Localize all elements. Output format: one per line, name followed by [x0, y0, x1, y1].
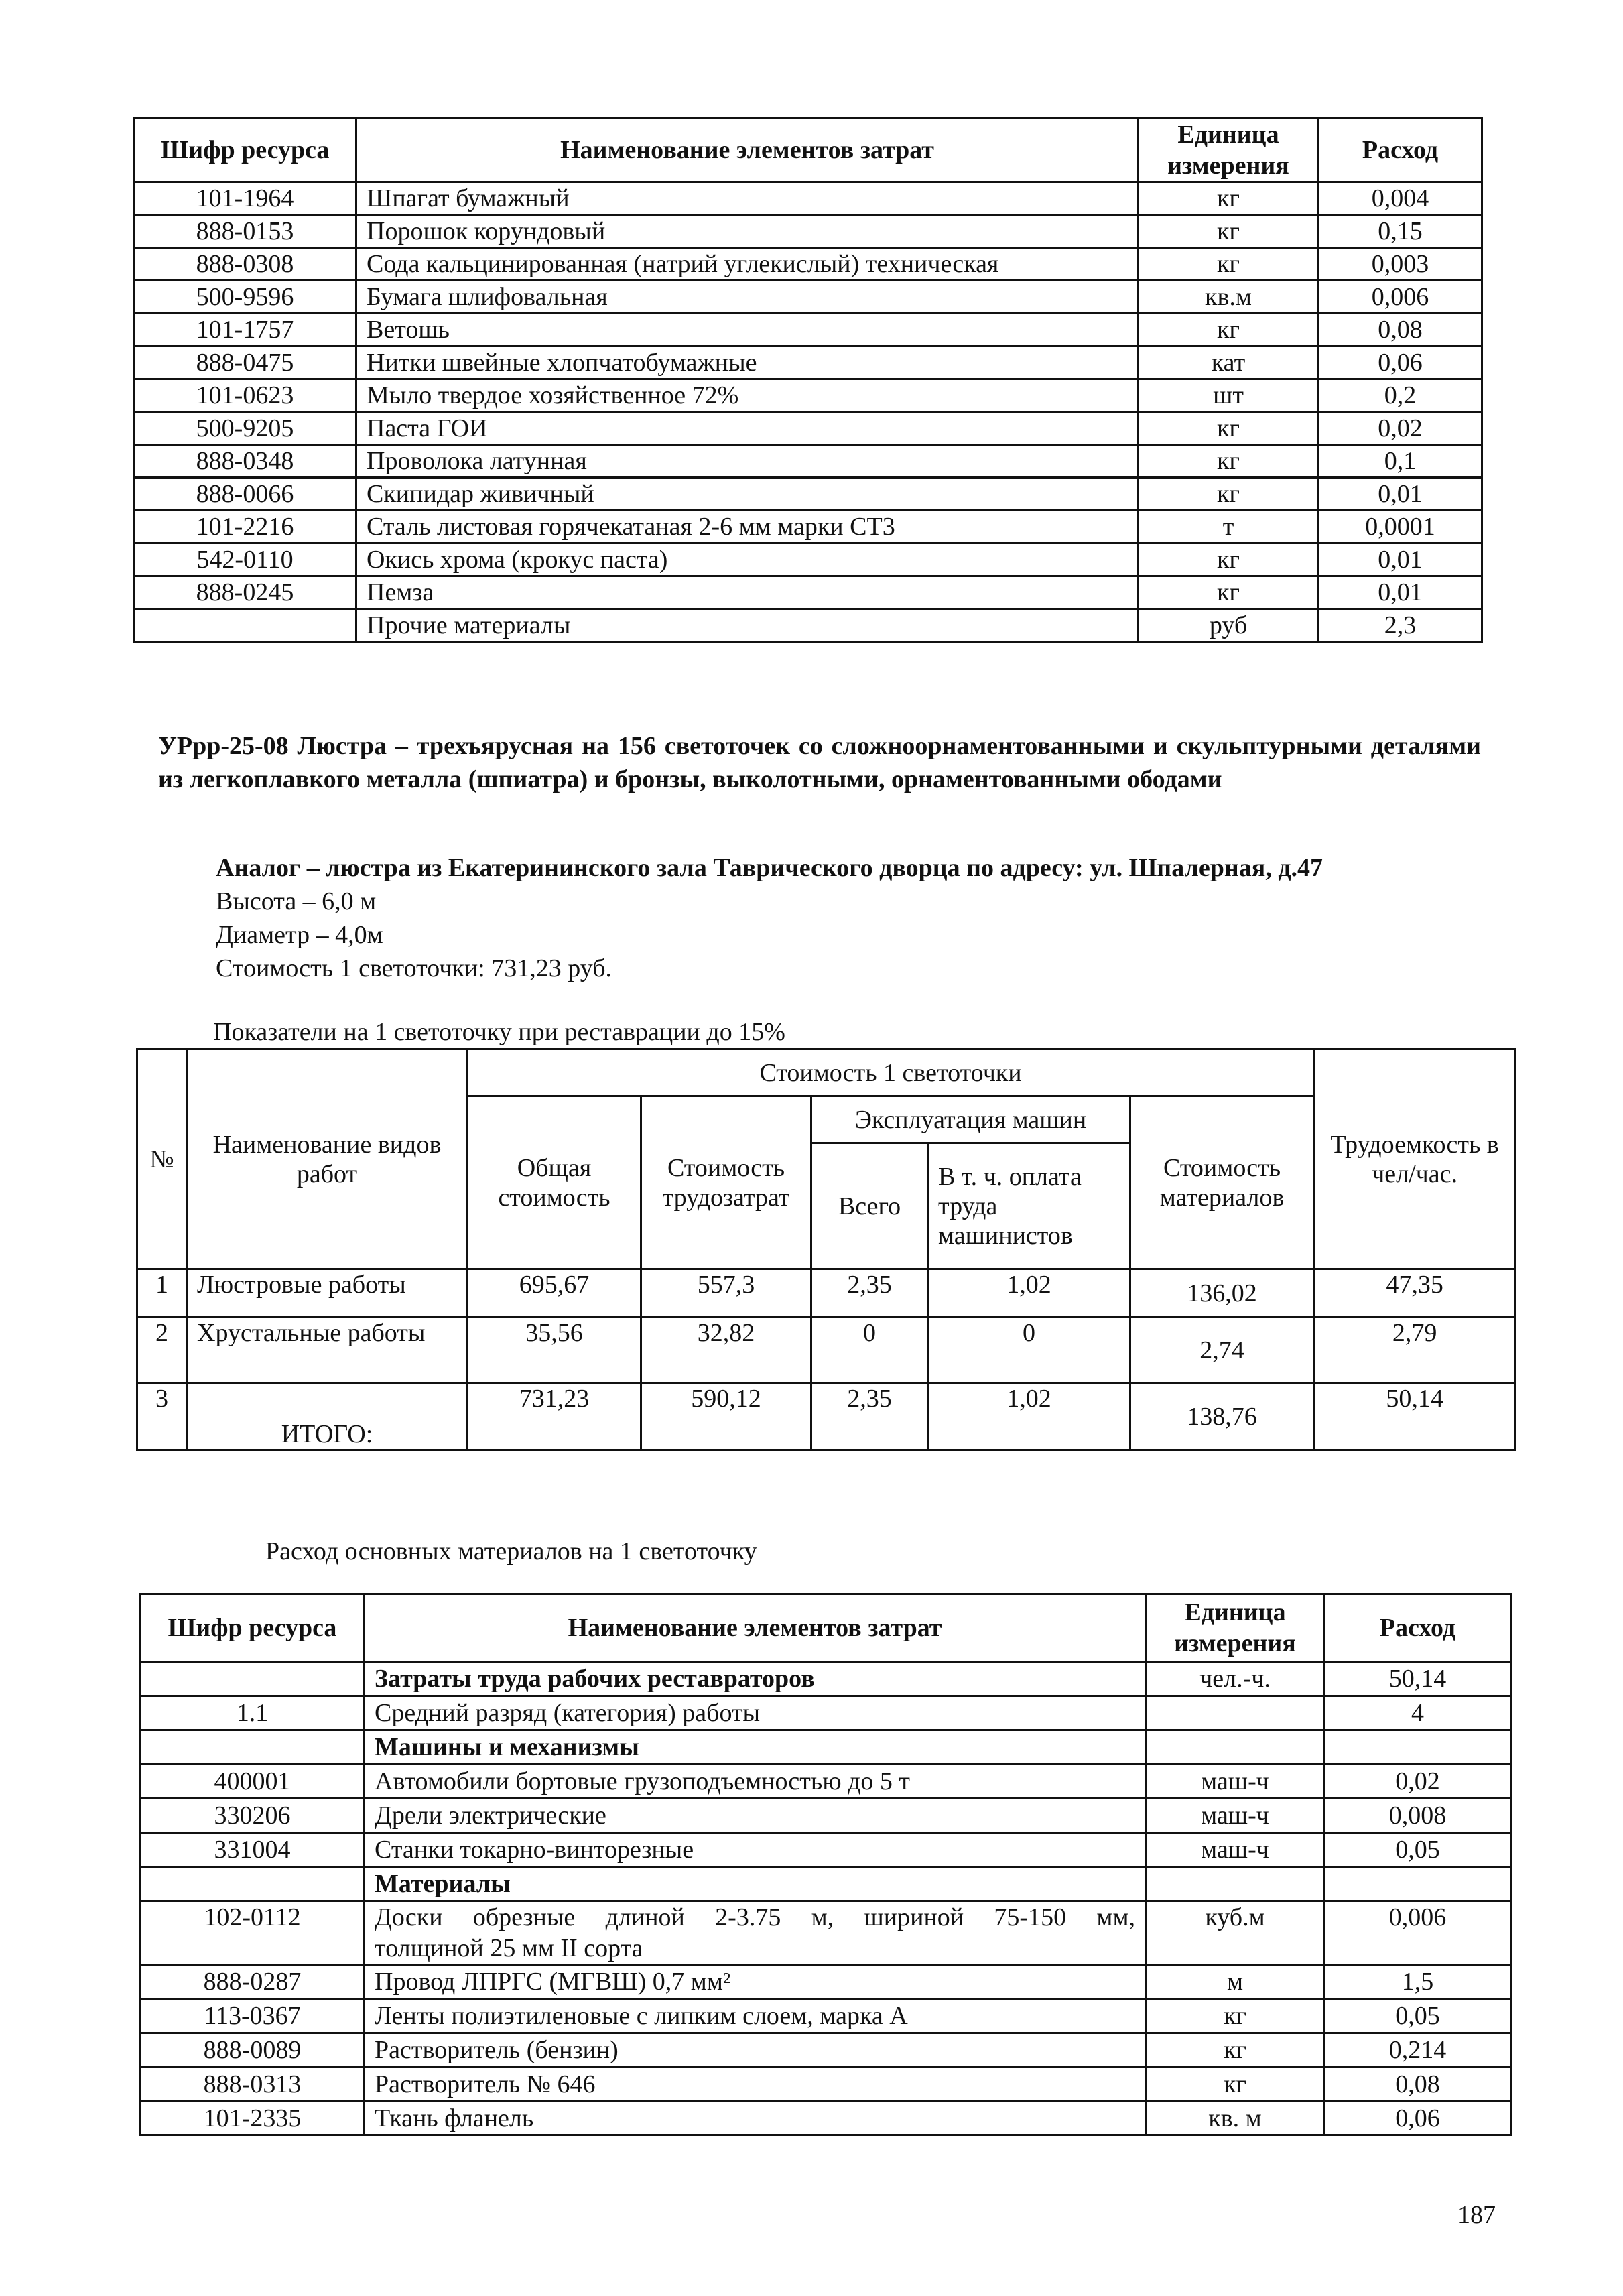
item-value: 4 [1325, 1696, 1511, 1730]
item-name: Окись хрома (крокус паста) [356, 544, 1139, 576]
item-value: 0,003 [1319, 248, 1482, 281]
item-value: 0,05 [1325, 1999, 1511, 2033]
header-cost-group: Стоимость 1 светоточки [468, 1049, 1314, 1096]
item-unit: м [1146, 1965, 1325, 1999]
item-name [365, 1901, 1146, 1965]
item-unit [1146, 1730, 1325, 1765]
resource-code: 888-0308 [134, 248, 356, 281]
resource-code: 101-1757 [134, 314, 356, 346]
header-code: Шифр ресурса [134, 119, 356, 182]
item-name: Прочие материалы [356, 609, 1139, 642]
item-unit: кат [1139, 346, 1319, 379]
item-name: Пемза [356, 576, 1139, 609]
machines-wage: 1,02 [928, 1383, 1130, 1450]
section-heading: УРрр-25-08 Люстра – трехъярусная на 156 светоточек со сложноорнаментованными и скульптурными деталями из легкоплавкого металла (шпиатра) и бронзы, выколотными, орнаментованными ободами [158, 732, 1481, 793]
indicators-table [136, 1048, 1516, 1451]
item-value: 0,05 [1325, 1833, 1511, 1867]
item-name: Порошок корундовый [356, 215, 1139, 248]
resource-code [134, 609, 356, 642]
item-unit: кв.м [1139, 281, 1319, 314]
table-row [134, 511, 1482, 544]
resource-code: 888-0066 [134, 478, 356, 511]
item-value: 0,1 [1319, 445, 1482, 478]
item-name: Нитки швейные хлопчатобумажные [356, 346, 1139, 379]
row-num: 3 [137, 1383, 187, 1450]
item-unit: чел.-ч. [1146, 1662, 1325, 1696]
resource-code: 888-0475 [134, 346, 356, 379]
table-row [141, 1833, 1511, 1867]
table-row [134, 478, 1482, 511]
analog-height: Высота – 6,0 м [216, 887, 377, 915]
table-row [141, 1799, 1511, 1833]
table-row [134, 576, 1482, 609]
item-value: 0,01 [1319, 576, 1482, 609]
item-unit: кг [1146, 2067, 1325, 2102]
item-value: 0,2 [1319, 379, 1482, 412]
resource-code: 330206 [141, 1799, 365, 1833]
item-unit: кг [1139, 314, 1319, 346]
table-row [141, 1999, 1511, 2033]
table-row [134, 609, 1482, 642]
item-value [1325, 1867, 1511, 1901]
resource-code: 101-1964 [134, 182, 356, 215]
machines-wage: 0 [928, 1318, 1130, 1383]
item-unit: кг [1146, 1999, 1325, 2033]
header-machines-wage: В т. ч. оплата труда машинистов [928, 1143, 1130, 1269]
resource-code: 888-0287 [141, 1965, 365, 1999]
item-value: 0,008 [1325, 1799, 1511, 1833]
item-unit: маш-ч [1146, 1799, 1325, 1833]
table-row [134, 281, 1482, 314]
item-value: 0,006 [1325, 1901, 1511, 1965]
item-value: 2,3 [1319, 609, 1482, 642]
item-unit: кг [1139, 412, 1319, 445]
item-name-line1: Доски обрезные длиной 2-3.75 м, шириной 75-150 мм, [375, 1903, 1135, 1931]
resource-code [141, 1730, 365, 1765]
header-machines-total: Всего [812, 1143, 928, 1269]
total-cost: 731,23 [468, 1383, 641, 1450]
table-row [141, 2033, 1511, 2067]
header-work-name: Наименование видов работ [187, 1049, 468, 1269]
table-row [141, 1730, 1511, 1765]
work-name: Люстровые работы [187, 1269, 468, 1318]
resource-code: 331004 [141, 1833, 365, 1867]
item-unit: т [1139, 511, 1319, 544]
analog-diameter: Диаметр – 4,0м [216, 921, 383, 949]
item-value: 0,214 [1325, 2033, 1511, 2067]
resource-code: 888-0313 [141, 2067, 365, 2102]
resource-code: 888-0089 [141, 2033, 365, 2067]
machines-wage: 1,02 [928, 1269, 1130, 1318]
item-unit: руб [1139, 609, 1319, 642]
table-row [134, 248, 1482, 281]
row-num: 1 [137, 1269, 187, 1318]
total-cost: 35,56 [468, 1318, 641, 1383]
item-unit: кг [1139, 248, 1319, 281]
total-cost: 695,67 [468, 1269, 641, 1318]
labor-cost: 32,82 [641, 1318, 812, 1383]
work-name: Хрустальные работы [187, 1318, 468, 1383]
header-num: № [137, 1049, 187, 1269]
row-num: 2 [137, 1318, 187, 1383]
table-row [141, 2102, 1511, 2136]
header-name: Наименование элементов затрат [356, 119, 1139, 182]
item-unit: кг [1139, 544, 1319, 576]
item-value: 0,08 [1325, 2067, 1511, 2102]
resource-code: 1.1 [141, 1696, 365, 1730]
resource-code: 542-0110 [134, 544, 356, 576]
table-header-row [137, 1049, 1516, 1096]
table-row [141, 1867, 1511, 1901]
item-unit [1146, 1867, 1325, 1901]
item-name: Ветошь [356, 314, 1139, 346]
item-unit: кг [1139, 478, 1319, 511]
resource-code: 101-2216 [134, 511, 356, 544]
item-name: Скипидар живичный [356, 478, 1139, 511]
table-row [137, 1383, 1516, 1450]
header-value: Расход [1319, 119, 1482, 182]
table-header-row [141, 1594, 1511, 1662]
resource-code: 500-9596 [134, 281, 356, 314]
resource-code [141, 1867, 365, 1901]
labor-hours: 50,14 [1314, 1383, 1516, 1450]
materials-cost: 2,74 [1130, 1318, 1314, 1383]
resource-code: 888-0348 [134, 445, 356, 478]
table-row [137, 1269, 1516, 1318]
header-name: Наименование элементов затрат [365, 1594, 1146, 1662]
table-row [141, 1662, 1511, 1696]
item-unit: кг [1139, 576, 1319, 609]
labor-hours: 47,35 [1314, 1269, 1516, 1318]
table-row [141, 2067, 1511, 2102]
item-name: Материалы [365, 1867, 1146, 1901]
machines-total: 0 [812, 1318, 928, 1383]
item-value: 0,15 [1319, 215, 1482, 248]
header-code: Шифр ресурса [141, 1594, 365, 1662]
resource-code: 888-0245 [134, 576, 356, 609]
table-header-row [134, 119, 1482, 182]
table-row [137, 1318, 1516, 1383]
materials-cost: 136,02 [1130, 1269, 1314, 1318]
table-row [134, 544, 1482, 576]
table-row [134, 182, 1482, 215]
item-name: Ткань фланель [365, 2102, 1146, 2136]
item-name: Провод ЛПРГС (МГВШ) 0,7 мм² [365, 1965, 1146, 1999]
item-name: Бумага шлифовальная [356, 281, 1139, 314]
item-unit: куб.м [1146, 1901, 1325, 1965]
item-value: 0,08 [1319, 314, 1482, 346]
header-labor: Трудоемкость в чел/час. [1314, 1049, 1516, 1269]
resource-code: 888-0153 [134, 215, 356, 248]
labor-cost: 557,3 [641, 1269, 812, 1318]
labor-cost: 590,12 [641, 1383, 812, 1450]
resource-code: 400001 [141, 1765, 365, 1799]
item-value: 1,5 [1325, 1965, 1511, 1999]
analog-title: Аналог – люстра из Екатерининского зала Таврического дворца по адресу: ул. Шпалерная, д.47 [216, 854, 1323, 882]
work-name: ИТОГО: [187, 1383, 468, 1450]
item-unit: кг [1146, 2033, 1325, 2067]
header-total-cost: Общая стоимость [468, 1096, 641, 1269]
analog-cost: Стоимость 1 светоточки: 731,23 руб. [216, 954, 612, 982]
labor-hours: 2,79 [1314, 1318, 1516, 1383]
item-name-line2: толщиной 25 мм II сорта [375, 1934, 643, 1962]
item-name: Паста ГОИ [356, 412, 1139, 445]
header-unit: Единица измерения [1139, 119, 1319, 182]
item-name: Сталь листовая горячекатаная 2-6 мм марки СТ3 [356, 511, 1139, 544]
item-value: 0,01 [1319, 544, 1482, 576]
item-unit: маш-ч [1146, 1833, 1325, 1867]
table-row [134, 445, 1482, 478]
header-materials-cost: Стоимость материалов [1130, 1096, 1314, 1269]
indicators-caption: Показатели на 1 светоточку при реставрации до 15% [213, 1018, 785, 1046]
header-value: Расход [1325, 1594, 1511, 1662]
table-row [141, 1696, 1511, 1730]
table-row [134, 412, 1482, 445]
table-row [141, 1765, 1511, 1799]
item-value: 0,06 [1319, 346, 1482, 379]
item-unit: маш-ч [1146, 1765, 1325, 1799]
header-labor-cost: Стоимость трудозатрат [641, 1096, 812, 1269]
item-name: Сода кальцинированная (натрий углекислый) техническая [356, 248, 1139, 281]
item-name: Растворитель (бензин) [365, 2033, 1146, 2067]
table-row [134, 314, 1482, 346]
item-value: 0,02 [1319, 412, 1482, 445]
item-name: Автомобили бортовые грузоподъемностью до 5 т [365, 1765, 1146, 1799]
resource-code [141, 1662, 365, 1696]
item-unit: кв. м [1146, 2102, 1325, 2136]
item-name: Станки токарно-винторезные [365, 1833, 1146, 1867]
item-name: Мыло твердое хозяйственное 72% [356, 379, 1139, 412]
item-name: Дрели электрические [365, 1799, 1146, 1833]
table-row [141, 1965, 1511, 1999]
item-name: Средний разряд (категория) работы [365, 1696, 1146, 1730]
analog-info [216, 851, 1323, 985]
table-row [141, 1901, 1511, 1965]
item-value: 0,01 [1319, 478, 1482, 511]
item-value: 50,14 [1325, 1662, 1511, 1696]
item-name: Машины и механизмы [365, 1730, 1146, 1765]
item-value [1325, 1730, 1511, 1765]
resource-code: 101-0623 [134, 379, 356, 412]
materials-cost: 138,76 [1130, 1383, 1314, 1450]
item-name: Проволока латунная [356, 445, 1139, 478]
item-value: 0,0001 [1319, 511, 1482, 544]
item-name: Ленты полиэтиленовые с липким слоем, марка А [365, 1999, 1146, 2033]
item-value: 0,006 [1319, 281, 1482, 314]
item-unit: кг [1139, 182, 1319, 215]
item-value: 0,06 [1325, 2102, 1511, 2136]
machines-total: 2,35 [812, 1269, 928, 1318]
table-row [134, 346, 1482, 379]
page-number: 187 [1457, 2201, 1496, 2229]
machines-total: 2,35 [812, 1383, 928, 1450]
table-row [134, 215, 1482, 248]
item-unit: шт [1139, 379, 1319, 412]
materials-table [139, 1593, 1512, 2136]
resource-code: 113-0367 [141, 1999, 365, 2033]
item-name: Растворитель № 646 [365, 2067, 1146, 2102]
header-unit: Единица измерения [1146, 1594, 1325, 1662]
item-name: Затраты труда рабочих реставраторов [365, 1662, 1146, 1696]
item-unit: кг [1139, 215, 1319, 248]
materials-caption: Расход основных материалов на 1 светоточку [265, 1537, 757, 1566]
item-value: 0,004 [1319, 182, 1482, 215]
header-machines: Эксплуатация машин [812, 1096, 1130, 1143]
item-name: Шпагат бумажный [356, 182, 1139, 215]
item-value: 0,02 [1325, 1765, 1511, 1799]
item-unit: кг [1139, 445, 1319, 478]
item-unit [1146, 1696, 1325, 1730]
resource-code: 101-2335 [141, 2102, 365, 2136]
materials-table-continued [133, 117, 1483, 643]
resource-code: 102-0112 [141, 1901, 365, 1965]
resource-code: 500-9205 [134, 412, 356, 445]
table-row [134, 379, 1482, 412]
